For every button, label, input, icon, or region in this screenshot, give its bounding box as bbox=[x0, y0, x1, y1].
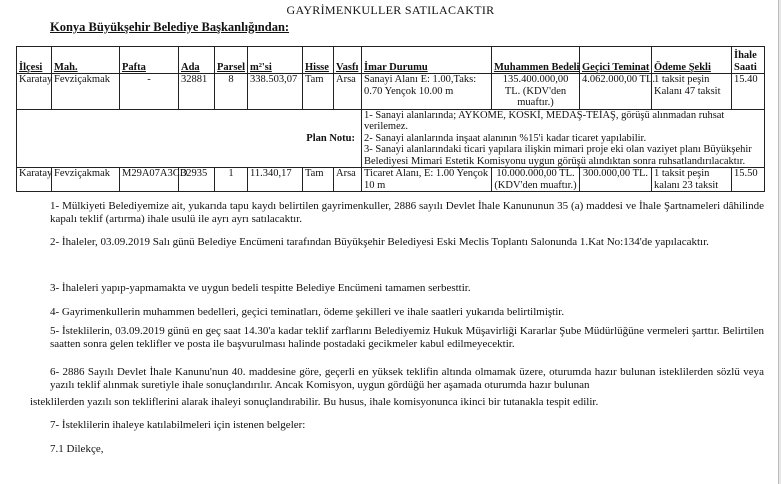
page-title: GAYRİMENKULLER SATILACAKTIR bbox=[286, 3, 495, 17]
paragraph-7: 7- İsteklilerin ihaleye katılabilmeleri için istenen belgeler: bbox=[50, 419, 306, 431]
header-bedel: Muhammen Bedeli bbox=[492, 47, 580, 74]
table-row bbox=[17, 168, 765, 192]
header-ada: Ada bbox=[179, 47, 215, 74]
paragraph-7-1: 7.1 Dilekçe, bbox=[50, 443, 104, 455]
header-saat: İhale Saati bbox=[732, 47, 765, 74]
header-ilce: İlçesi bbox=[17, 47, 52, 74]
cell-mah: Fevziçakmak bbox=[52, 74, 120, 110]
paragraph-4: 4- Gayrimenkullerin muhammen bedelleri, geçici teminatları, ödeme şekilleri ve ihale saatleri yukarıda belirtilmiştir. bbox=[50, 306, 565, 318]
header-imar: İmar Durumu bbox=[362, 47, 492, 74]
paragraph-5: 5- İsteklilerin, 03.09.2019 günü en geç saat 14.30'a kadar teklif zarflarını Belediyemiz Hukuk Müşavirliği Kararlar Şube Müdürlüğüne vermeleri şarttır. Belirtilen saatten sonra gelen teklifler ve posta ile başvurulması halinde postadaki gecikmeler kabul edilmeyecektir. bbox=[50, 325, 764, 350]
plan-note-row bbox=[17, 109, 765, 168]
cell-parsel: 8 bbox=[215, 74, 248, 110]
paragraph-6-continued: isteklilerden yazılı son tekliflerini alarak ihaleyi sonuçlandırabilir. Bu husus, ihale komisyonunca ikinci bir tutanakla tespit edilir. bbox=[30, 396, 599, 408]
cell-saat: 15.40 bbox=[732, 74, 765, 110]
cell-ilce: Karatay bbox=[17, 74, 52, 110]
cell-bedel: 10.000.000,00 TL. (KDV'den muaftır.) bbox=[492, 168, 580, 192]
cell-ada: 32935 bbox=[179, 168, 215, 192]
cell-hisse: Tam bbox=[303, 74, 334, 110]
table-header-row bbox=[17, 47, 765, 74]
cell-ada: 32881 bbox=[179, 74, 215, 110]
cell-bedel: 135.400.000,00 TL. (KDV'den muaftır.) bbox=[492, 74, 580, 110]
header-parsel: Parsel bbox=[215, 47, 248, 74]
paragraph-1: 1- Mülkiyeti Belediyemize ait, yukarıda tapu kaydı belirtilen gayrimenkuller, 2886 sayılı Devlet İhale Kanununun 35 (a) maddesi ve İhale Şartnameleri dâhilinde kapalı teklif (artırma) ihale usulü ile ayrı ayrı satılacaktır. bbox=[50, 200, 764, 225]
plan-note-text bbox=[362, 109, 765, 168]
cell-imar: Ticaret Alanı, E: 1.00 Yençok 10 m bbox=[362, 168, 492, 192]
cell-teminat: 4.062.000,00 TL. bbox=[580, 74, 652, 110]
plan-note-label: Plan Notu: bbox=[17, 109, 362, 168]
paragraph-3: 3- İhaleleri yapıp-yapmamakta ve uygun bedeli tespitte Belediye Encümeni tamamen serbesttir. bbox=[50, 282, 471, 294]
header-pafta: Pafta bbox=[120, 47, 179, 74]
cell-hisse: Tam bbox=[303, 168, 334, 192]
cell-m2: 11.340,17 bbox=[248, 168, 303, 192]
cell-pafta: M29A07A3CD bbox=[120, 168, 179, 192]
paragraph-6: 6- 2886 Sayılı Devlet İhale Kanunu'nun 40. maddesine göre, geçerli en yüksek teklifin altında olmamak üzere, oturumda hazır bulunan isteklilerden sözlü veya yazılı teklif alınmak suretiyle ihale sonuçlandırılır. Ancak Komisyon, uygun gördüğü her aşamada oturumda hazır bulunan bbox=[50, 366, 764, 391]
cell-mah: Fevziçakmak bbox=[52, 168, 120, 192]
cell-m2: 338.503,07 bbox=[248, 74, 303, 110]
cell-saat: 15.50 bbox=[732, 168, 765, 192]
cell-ilce: Karatay bbox=[17, 168, 52, 192]
header-odeme: Ödeme Şekli bbox=[652, 47, 732, 74]
cell-vasif: Arsa bbox=[334, 168, 362, 192]
cell-parsel: 1 bbox=[215, 168, 248, 192]
cell-pafta: - bbox=[120, 74, 179, 110]
header-vasif: Vasfı bbox=[334, 47, 362, 74]
paragraph-2: 2- İhaleler, 03.09.2019 Salı günü Belediye Encümeni tarafından Büyükşehir Belediyesi Eski Meclis Toplantı Salonunda 1.Kat No:134'de yapılacaktır. bbox=[50, 236, 709, 248]
header-mah: Mah. bbox=[52, 47, 120, 74]
cell-odeme: 1 taksit peşin Kalanı 47 taksit bbox=[652, 74, 732, 110]
cell-teminat: 300.000,00 TL. bbox=[580, 168, 652, 192]
table-row bbox=[17, 74, 765, 110]
plan-note-3: 3- Sanayi alanlarındaki ticari yapılara ilişkin mimari proje eki olan vaziyet planı Büyükşehir Belediyesi Mimari Estetik Komisyonu uygun görüşü alındıktan sonra ruhsatlandırılacaktır. bbox=[364, 144, 752, 167]
property-table bbox=[16, 46, 765, 192]
header-teminat: Geçici Teminat bbox=[580, 47, 652, 74]
plan-note-1: 1- Sanayi alanlarında; AYKOME, KOSKİ, MEDAŞ-TEİAŞ, görüşü alınmadan ruhsat verilemez. bbox=[364, 109, 725, 132]
plan-note-2: 2- Sanayi alanlarında inşaat alanının %15'i kadar ticaret yapılabilir. bbox=[364, 132, 647, 144]
cell-imar: Sanayi Alanı E: 1.00,Taks: 0.70 Yençok 10.00 m bbox=[362, 74, 492, 110]
cell-odeme: 1 taksit peşin kalanı 23 taksit bbox=[652, 168, 732, 192]
issuer-subtitle: Konya Büyükşehir Belediye Başkanlığından: bbox=[50, 20, 290, 34]
cell-vasif: Arsa bbox=[334, 74, 362, 110]
header-hisse: Hisse bbox=[303, 47, 334, 74]
header-m2: m²'si bbox=[248, 47, 303, 74]
